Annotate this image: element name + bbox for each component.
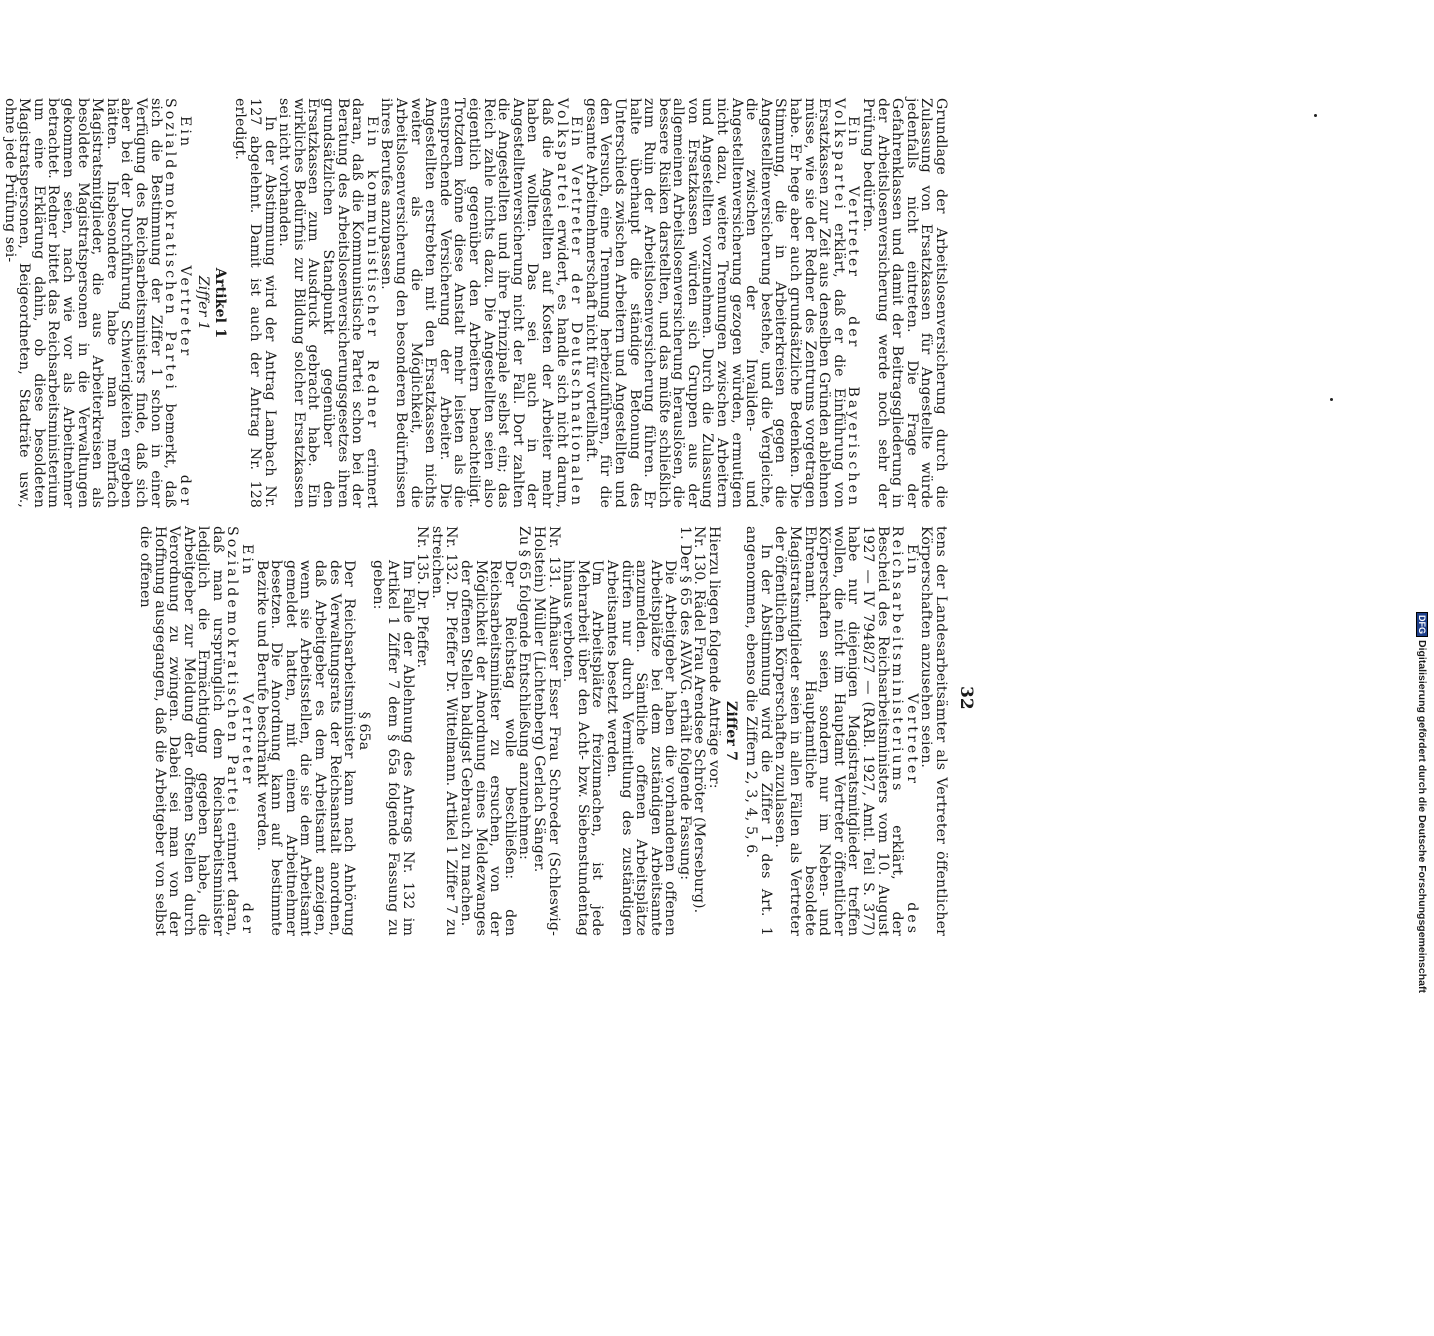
paragraph-text: Hierzu liegen folgende Anträge vor: <box>706 526 723 789</box>
paragraph <box>707 526 722 936</box>
paragraph-text: Der Reichsarbeitsminister kann nach Anhörung des Verwaltungsrats der Reichsanstalt anordnen, daß Arbeitgeber es dem Arbeitsamt anzeigen, wenn sie Arbeitsstellen, die sie dem Arbeitsamt gemeldet hatten, mit einem Arbeitnehmer besetzen. Die Anordnung kann auf bestimmte Bezirke und Berufe beschränkt werden. <box>253 560 358 936</box>
section-subheading <box>196 98 211 508</box>
motion-item <box>415 526 430 936</box>
speaker-lead: Ein Vertreter der Sozialdemokratischen Partei <box>162 98 193 508</box>
right-column <box>137 526 948 936</box>
paragraph-text: Artikel 1 <box>211 267 228 339</box>
footer-text: Digitalisierung gefördert durch die Deutsche Forschungsgemeinschaft <box>1416 640 1428 993</box>
paragraph-text: Nr. 132. Dr. Pfeffer Dr. Wittelmann. Artikel 1 Ziffer 7 zu streichen. <box>428 526 460 936</box>
paragraph <box>2 98 192 508</box>
paragraph-text: In der Abstimmung wird der Antrag Lambach Nr. 127 abgelehnt. Damit ist auch der Antrag Nr. 128 erledigt. <box>232 98 278 508</box>
indented-paragraph <box>458 526 516 936</box>
paragraph-text: Der Reichstag wolle beschließen: den Reichsarbeitsminister zu ersuchen, von der Möglichkeit der Anordnung eines Meldezwanges der offenen Stellen baldigst Gebrauch zu machen. <box>458 560 518 936</box>
paragraph-text: erinnert daran, daß die Kommunistische Partei schon bei der Beratung des Arbeitslosenversicherungsgesetzes ihren grundsätzlichen Standpunkt gegenüber den Ersatzkassen zum Ausdruck gebracht habe. Ein wirkliches Bedürfnis zur Bildung solcher Ersatzkassen sei nicht vorhanden. <box>276 98 380 508</box>
paragraph-text: 1. Der § 65 des AVAVG. erhält folgende Fassung: <box>676 526 693 881</box>
paragraph-text: Ziffer 1 <box>195 275 212 331</box>
speaker-lead: Ein kommunistischer Redner <box>363 116 380 431</box>
paragraph-text: § 65a <box>355 711 372 751</box>
scanned-page <box>1 86 976 1336</box>
motion-item <box>677 526 692 936</box>
motion-item <box>429 526 458 936</box>
paragraph <box>379 98 583 508</box>
speaker-lead: Ein Vertreter der Bayerischen Volkspartei <box>830 98 862 508</box>
left-column <box>2 98 948 508</box>
paragraph-text: erinnert daran, daß man ursprünglich dem Reichsarbeitsminister lediglich die Ermächtigung gegeben habe, die Arbeitgeber zur Meldung der offenen Stellen durch Verordnung zu zwingen. Dabei sei man von der Hoffnung ausgegangen, daß die Arbeitgeber von selbst die offenen <box>136 526 241 936</box>
paragraph-text: Im Falle der Ablehnung des Antrags Nr. 132 im Artikel 1 Ziffer 7 dem § 65a folgende Fassung zu geben: <box>370 560 416 936</box>
motion-item <box>517 526 532 936</box>
footer <box>1416 612 1428 993</box>
dfg-logo: DFG <box>1416 612 1428 637</box>
section-heading <box>212 98 227 508</box>
paragraph <box>137 526 254 936</box>
paragraph-text: Zu § 65 folgende Entschließung anzunehmen: <box>516 526 533 860</box>
section-heading <box>723 526 738 936</box>
paragraph <box>583 98 860 508</box>
indented-paragraph <box>604 526 677 936</box>
paragraph <box>860 98 948 508</box>
paragraph-text: erklärt, der Bescheid des Reichsarbeitsministers vom 10. August 1927 — IV 7948/27 — (RABl. 1927, Amtl. Teil S. 377) habe nur diejenigen Magistratsmitglieder treffen wollen, die nicht im Hauptamt Vertreter öffentlicher Körperschaften seien, sondern nur im Neben- und Ehrenamt. Hauptamtliche besoldete Magistratsmitglieder seien in allen Fällen als Vertreter der öffentlichen Körperschaften zuzulassen. <box>772 526 906 936</box>
indented-paragraph <box>254 526 356 936</box>
paragraph <box>277 98 379 508</box>
paragraph-text: erwidert, es handle sich nicht darum, daß die Angestellten auf Kosten der Arbeiter mehr haben wollten. Das sei auch in der Angestelltenversicherung nicht der Fall. Dort zahlten die Angestellten und ihre Prinzipale selbst ein; das Reich zahle nichts dazu. Die Angestellten seien also eigentlich gegenüber den Arbeitern benachteiligt. Trotzdem könne diese Anstalt mehr leisten als die entsprechende Versicherung der Arbeiter. Die Angestellten erstrebten mit den Ersatzkassen nichts weiter als die Möglichkeit, die Arbeitslosenversicherung den besonderen Bedürfnissen ihres Berufes anzupassen. <box>378 98 570 508</box>
speaker-lead: Ein Vertreter der Sozialdemokratischen Partei <box>224 526 256 936</box>
paragraph <box>773 526 919 936</box>
paragraph <box>744 526 773 936</box>
paragraph-text: bemerkt, daß sich die Bestimmung der Ziffer 1 schon in einer Verfügung des Reichsarbeitsministers finde, daß sich aber bei der Durchführung Schwierigkeiten ergeben hätten. Insbesondere habe man mehrfach Magistratsmitglieder, die aus Arbeiterkreisen als besoldete Magistratspersonen in die Verwaltungen gekommen seien, nach wie vor als Arbeitnehmer betrachtet. Redner bittet das Reichsarbeitsministerium um eine Erklärung dahin, ob diese besoldeten Magistratspersonen, Beigeordneten, Stadträte usw., ohne jede Prüfung sei- <box>1 98 179 508</box>
paragraph-text: Die Arbeitgeber haben die vorhandenen offenen Arbeitsplätze bei dem zuständigen Arbeitsamte anzumelden. Sämtliche offenen Arbeitsplätze dürfen nur durch Vermittlung des zuständigen Arbeitsamtes besetzt werden. <box>603 560 679 936</box>
paragraph-text: Nr. 131. Aufhäuser Esser Frau Schroeder (Schleswig-Holstein) Müller (Lichtenberg) Gerlach Sänger. <box>530 526 562 936</box>
paragraph-text: In der Abstimmung wird die Ziffer 1 des Art. 1 angenommen, ebenso die Ziffern 2, 3, 4, 5, 6. <box>743 526 774 936</box>
page-number: 32 <box>956 686 976 710</box>
motion-item <box>531 526 560 936</box>
speaker-lead: Ein Vertreter der Deutschnationalen Volkspartei <box>553 98 585 508</box>
motion-item <box>692 526 707 936</box>
paragraph-text: tens der Landesarbeitsämter als Vertreter öffentlicher Körperschaften anzusehen seien. <box>918 526 949 936</box>
paragraph-text: Ziffer 7 <box>722 700 739 762</box>
centered-line <box>356 526 371 936</box>
paragraph <box>233 98 277 508</box>
scan-speck <box>1314 114 1317 117</box>
paragraph-text: Grundlage der Arbeitslosenversicherung durch die Zulassung von Ersatzkassen für Angestellte würde jedenfalls nicht eintreten. Die Frage der Gefahrenklassen und damit der Beitragsgliederung in der Arbeitslosenversicherung werde noch sehr der Prüfung bedürfen. <box>860 98 949 508</box>
paragraph-text: Um Arbeitsplätze freizumachen, ist jede Mehrarbeit über den Acht- bzw. Siebenstundentag hinaus verboten. <box>560 560 606 936</box>
paragraph-text: Nr. 130. Rädel Frau Arendsee Schröter (Merseburg). <box>691 526 708 914</box>
indented-paragraph <box>371 526 415 936</box>
indented-paragraph <box>561 526 605 936</box>
speaker-lead: Ein Vertreter des Reichsarbeitsministeriums <box>889 526 920 936</box>
scan-speck <box>1330 398 1333 401</box>
paragraph <box>919 526 948 936</box>
paragraph-text: erklärt, daß er die Einführung von Ersatzkassen zur Zeit aus denselben Gründen ablehnen müsse, wie sie der Redner des Zentrums vorgetragen habe. Er hege aber auch grundsätzliche Bedenken. Die Stimmung, die in Arbeiterkreisen gegen die Angestelltenversicherung bestehe, und die Vergleiche, die zwischen der Invaliden- und Angestelltenversicherung gezogen würden, ermutigen nicht dazu, weitere Trennungen zwischen Arbeitern und Angestellten vorzunehmen. Durch die Zulassung von Ersatzkassen würden sich Gruppen aus der allgemeinen Arbeitslosenversicherung herauslösen, die bessere Risiken darstellten, und das müßte schließlich zum Ruin der Arbeitslosenversicherung führen. Er halte überhaupt die ständige Betonung des Unterschieds zwischen Arbeitern und Angestellten und den Versuch, eine Trennung herbeizuführen, für die gesamte Arbeitnehmerschaft nicht für vorteilhaft. <box>582 98 847 508</box>
paragraph-text: Nr. 135. Dr. Pfeffer. <box>414 526 431 669</box>
